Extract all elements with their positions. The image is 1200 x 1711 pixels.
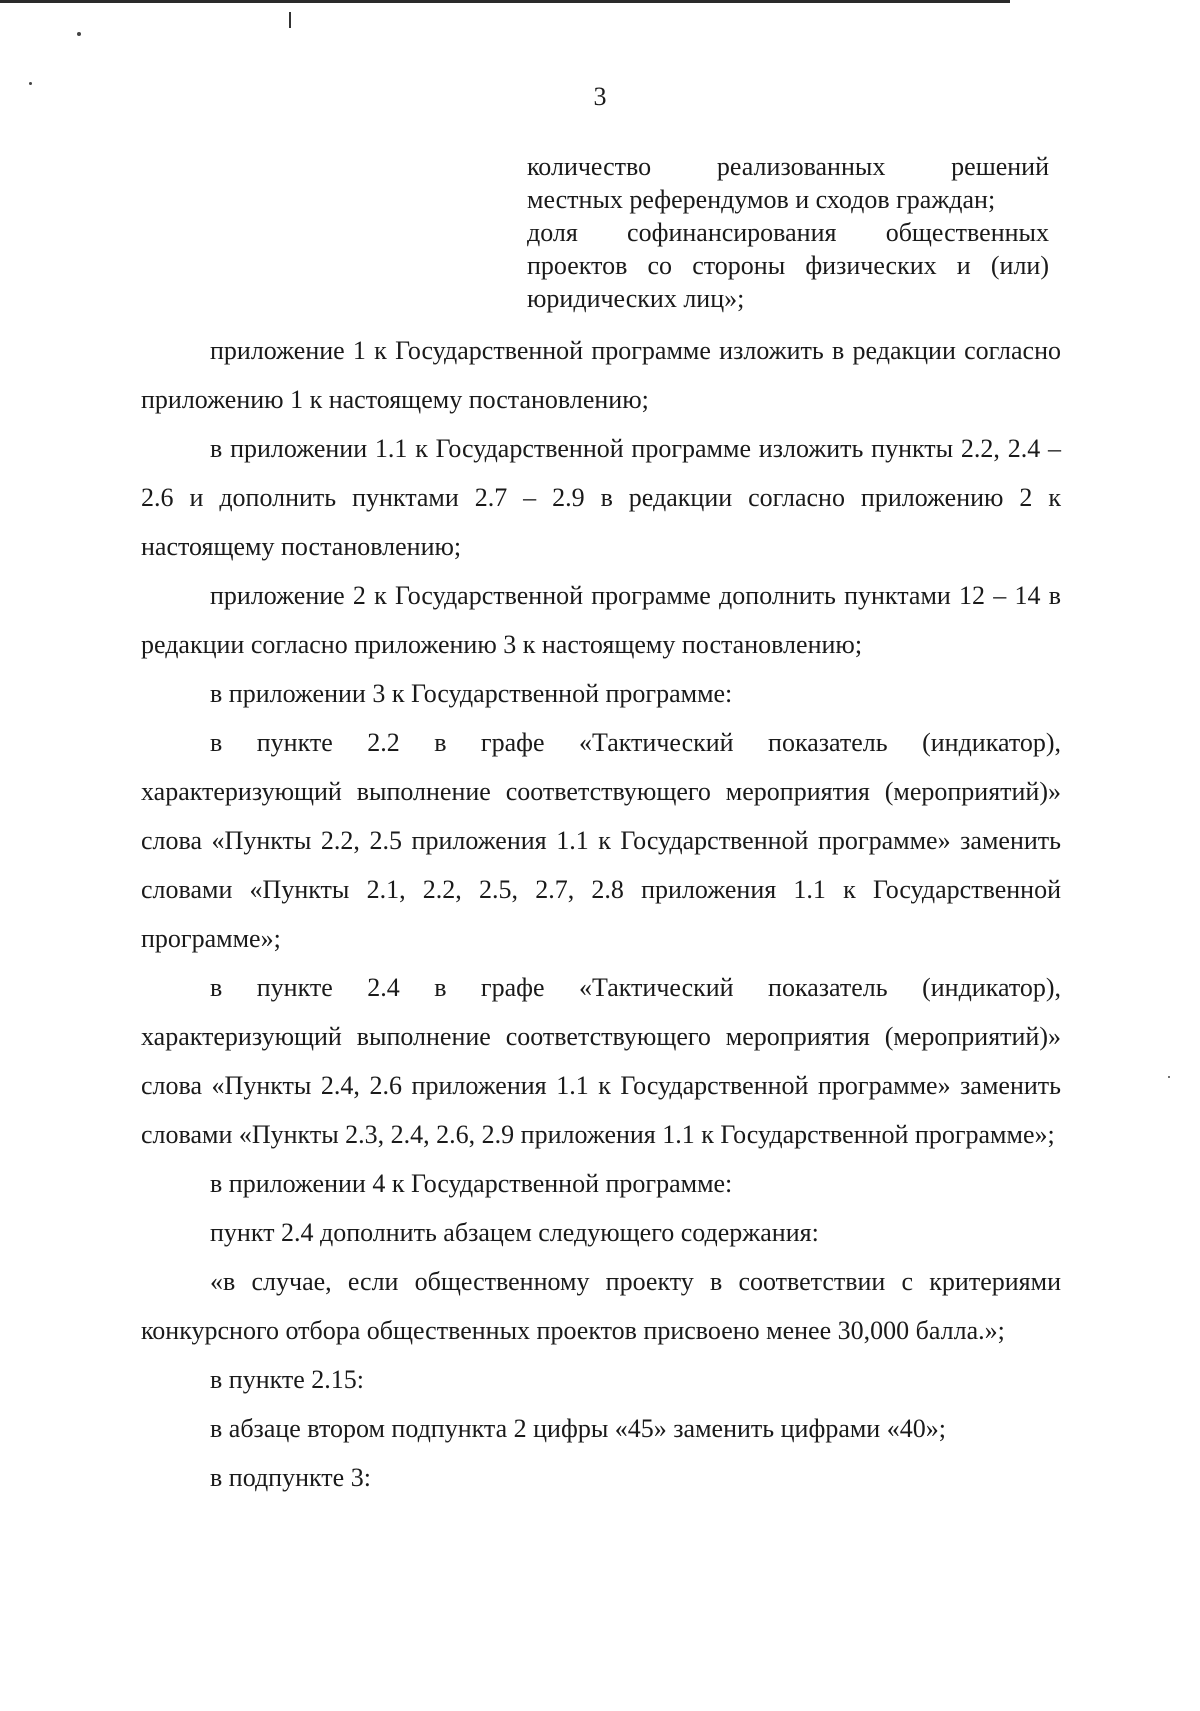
scan-top-edge (0, 0, 1010, 3)
indicator-line: проектов со стороны физических и (или) (527, 251, 1049, 280)
document-body (141, 326, 1061, 1502)
paragraph: в подпункте 3: (210, 1463, 371, 1492)
paragraph: в пункте 2.2 в графе «Тактический показатель (индикатор), характеризующий выполнение соответствующего мероприятия (мероприятий)» слова «Пункты 2.2, 2.5 приложения 1.1 к Государственной программе» заменить словами «Пункты 2.1, 2.2, 2.5, 2.7, 2.8 приложения 1.1 к Государственной программе»; (141, 728, 1061, 953)
paragraph: в приложении 4 к Государственной программе: (210, 1169, 733, 1198)
scan-tick-mark (289, 12, 291, 28)
paragraph: приложение 1 к Государственной программе изложить в редакции согласно приложению 1 к настоящему постановлению; (141, 336, 1061, 414)
indicator-line: количество реализованных решений (527, 152, 1049, 181)
paragraph: пункт 2.4 дополнить абзацем следующего содержания: (210, 1218, 819, 1247)
scan-speck (1168, 1076, 1170, 1078)
paragraph: в пункте 2.15: (210, 1365, 365, 1394)
paragraph: в приложении 3 к Государственной программе: (210, 679, 733, 708)
indicator-list-block (527, 150, 1049, 315)
page-number: 3 (593, 82, 607, 111)
indicator-line: юридических лиц»; (527, 284, 745, 313)
paragraph: в приложении 1.1 к Государственной программе изложить пункты 2.2, 2.4 – 2.6 и дополнить пунктами 2.7 – 2.9 в редакции согласно приложению 2 к настоящему постановлению; (141, 434, 1061, 561)
indicator-line: доля софинансирования общественных (527, 218, 1049, 247)
paragraph: приложение 2 к Государственной программе дополнить пунктами 12 – 14 в редакции согласно приложению 3 к настоящему постановлению; (141, 581, 1061, 659)
paragraph: в пункте 2.4 в графе «Тактический показатель (индикатор), характеризующий выполнение соответствующего мероприятия (мероприятий)» слова «Пункты 2.4, 2.6 приложения 1.1 к Государственной программе» заменить словами «Пункты 2.3, 2.4, 2.6, 2.9 приложения 1.1 к Государственной программе»; (141, 973, 1061, 1149)
scan-speck (77, 32, 81, 36)
indicator-line: местных референдумов и сходов граждан; (527, 185, 996, 214)
paragraph: «в случае, если общественному проекту в соответствии с критериями конкурсного отбора общественных проектов присвоено менее 30,000 балла.»; (141, 1267, 1061, 1345)
paragraph: в абзаце втором подпункта 2 цифры «45» заменить цифрами «40»; (210, 1414, 946, 1443)
